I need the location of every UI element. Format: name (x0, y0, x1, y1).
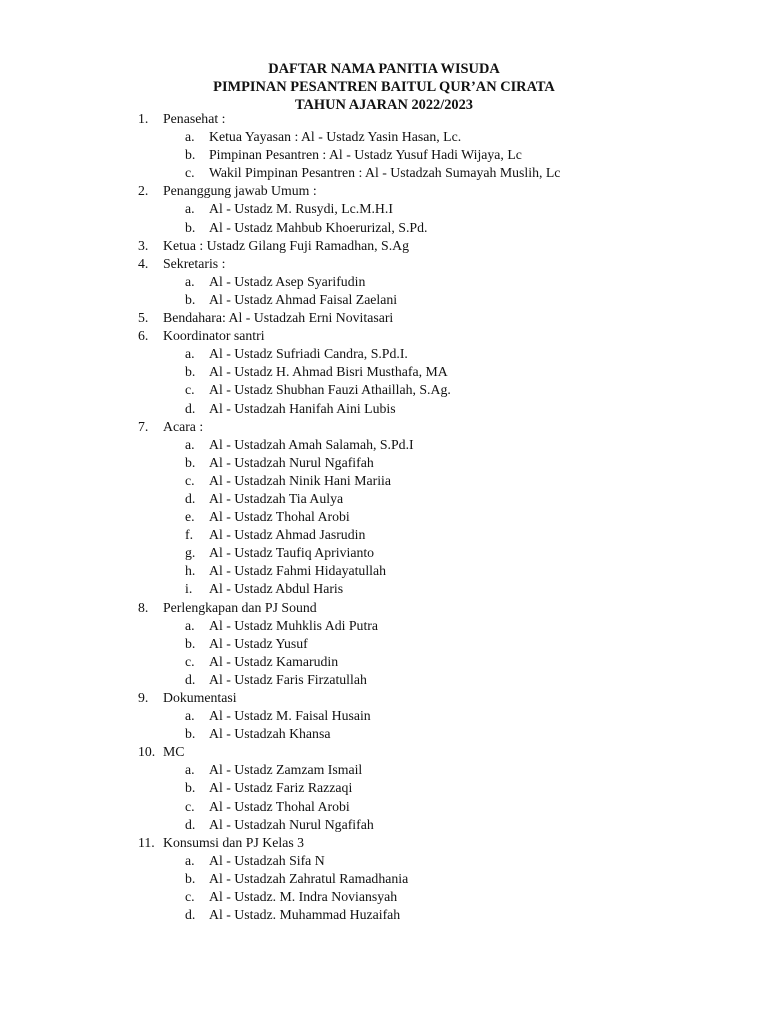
list-item (0, 870, 768, 888)
committee-list (0, 110, 768, 924)
list-item-text: Al - Ustadzah Khansa (209, 726, 331, 742)
list-item (0, 761, 768, 779)
section-number: 1. (138, 111, 149, 126)
section-heading (0, 418, 768, 436)
list-item-marker: c. (185, 472, 195, 488)
list-item-marker: b. (185, 219, 196, 235)
list-item-text: Al - Ustadzah Zahratul Ramadhania (209, 870, 409, 886)
list-item-text: Al - Ustadz Fariz Razzaqi (209, 780, 353, 796)
list-item (0, 671, 768, 689)
list-item-marker: b. (185, 870, 196, 886)
list-item-text: Al - Ustadz. M. Indra Noviansyah (209, 889, 398, 905)
section-number: 6. (138, 328, 149, 344)
list-item (0, 363, 768, 381)
section-title: Sekretaris : (163, 255, 226, 271)
list-item-text: Pimpinan Pesantren : Al - Ustadz Yusuf Hadi Wijaya, Lc (209, 147, 522, 163)
section-title: Penasehat : (163, 111, 226, 126)
list-item-text: Al - Ustadz Sufriadi Candra, S.Pd.I. (209, 346, 408, 362)
list-item-marker: c. (185, 798, 195, 814)
list-item-text: Al - Ustadzah Sifa N (209, 852, 325, 868)
list-item (0, 617, 768, 635)
list-item-marker: f. (185, 527, 194, 543)
list-item (0, 219, 768, 237)
document-header (0, 60, 768, 114)
title-line-2: PIMPINAN PESANTREN BAITUL QUR’AN CIRATA (213, 79, 555, 95)
list-item-text: Al - Ustadz Thohal Arobi (209, 798, 350, 814)
list-item-text: Al - Ustadzah Nurul Ngafifah (209, 816, 374, 832)
list-item (0, 454, 768, 472)
section-title: Acara : (163, 418, 204, 434)
section-number: 7. (138, 418, 149, 434)
list-item-text: Al - Ustadz Fahmi Hidayatullah (209, 563, 387, 579)
list-item-marker: a. (185, 201, 195, 217)
list-item-text: Al - Ustadz Ahmad Faisal Zaelani (209, 291, 398, 307)
list-item-marker: d. (185, 490, 196, 506)
list-item-marker: d. (185, 400, 196, 416)
list-item (0, 725, 768, 743)
list-item-text: Al - Ustadzah Amah Salamah, S.Pd.I (209, 436, 414, 452)
list-item-marker: b. (185, 364, 196, 380)
list-item (0, 653, 768, 671)
section-heading (0, 309, 768, 327)
section-number: 4. (138, 255, 149, 271)
list-item-text: Al - Ustadz Abdul Haris (209, 581, 344, 597)
list-item (0, 707, 768, 725)
list-item (0, 128, 768, 146)
list-item-marker: a. (185, 852, 195, 868)
section-number: 2. (138, 183, 149, 199)
list-item-marker: d. (185, 671, 196, 687)
list-item (0, 526, 768, 544)
list-item-marker: d. (185, 816, 196, 832)
list-item-text: Al - Ustadz Yusuf (209, 635, 308, 651)
list-item (0, 798, 768, 816)
list-item-text: Al - Ustadz H. Ahmad Bisri Musthafa, MA (209, 364, 448, 380)
list-item-marker: c. (185, 653, 195, 669)
list-item (0, 635, 768, 653)
list-item (0, 200, 768, 218)
section-title: Bendahara: Al - Ustadzah Erni Novitasari (163, 310, 394, 326)
list-item-text: Al - Ustadzah Tia Aulya (209, 490, 344, 506)
list-item (0, 164, 768, 182)
list-item (0, 888, 768, 906)
list-item-text: Al - Ustadz Kamarudin (209, 653, 339, 669)
section-heading (0, 599, 768, 617)
section-heading (0, 743, 768, 761)
list-item-text: Al - Ustadzah Nurul Ngafifah (209, 454, 374, 470)
section-heading (0, 327, 768, 345)
section-title: Perlengkapan dan PJ Sound (163, 599, 317, 615)
list-item (0, 816, 768, 834)
section-heading (0, 689, 768, 707)
list-item-marker: c. (185, 382, 195, 398)
section-number: 5. (138, 310, 149, 326)
list-item-text: Al - Ustadz Thohal Arobi (209, 509, 350, 525)
list-item-marker: b. (185, 726, 196, 742)
list-item-text: Al - Ustadz Mahbub Khoerurizal, S.Pd. (209, 219, 428, 235)
section-heading (0, 237, 768, 255)
title-line-3: TAHUN AJARAN 2022/2023 (294, 97, 474, 113)
list-item-marker: c. (185, 165, 195, 181)
list-item-text: Al - Ustadz Asep Syarifudin (209, 273, 366, 289)
section-title: Dokumentasi (163, 690, 237, 705)
list-item (0, 472, 768, 490)
list-item-text: Al - Ustadz Shubhan Fauzi Athaillah, S.Ag. (209, 382, 451, 398)
section-title: MC (163, 744, 185, 760)
list-item (0, 273, 768, 291)
list-item-text: Wakil Pimpinan Pesantren : Al - Ustadzah Sumayah Muslih, Lc (209, 165, 561, 181)
list-item (0, 544, 768, 562)
list-item-marker: a. (185, 436, 195, 452)
section-title: Ketua : Ustadz Gilang Fuji Ramadhan, S.Ag (163, 237, 410, 253)
section-title: Penanggung jawab Umum : (163, 183, 317, 199)
list-item-marker: a. (185, 346, 195, 362)
list-item (0, 508, 768, 526)
list-item-text: Al - Ustadzah Ninik Hani Mariia (209, 472, 391, 488)
list-item-text: Al - Ustadz. Muhammad Huzaifah (209, 907, 401, 923)
section-heading (0, 110, 768, 128)
list-item (0, 291, 768, 309)
title-line-1: DAFTAR NAMA PANITIA WISUDA (268, 61, 500, 77)
list-item-marker: e. (185, 509, 195, 525)
list-item-marker: b. (185, 635, 196, 651)
section-heading (0, 182, 768, 200)
list-item (0, 381, 768, 399)
section-number: 9. (138, 690, 149, 705)
list-item (0, 345, 768, 363)
list-item-marker: b. (185, 147, 196, 163)
list-item-text: Al - Ustadz Taufiq Aprivianto (209, 545, 375, 561)
section-title: Konsumsi dan PJ Kelas 3 (163, 834, 305, 850)
list-item-text: Al - Ustadz Ahmad Jasrudin (209, 527, 366, 543)
list-item-text: Ketua Yayasan : Al - Ustadz Yasin Hasan, Lc. (209, 129, 462, 145)
list-item-text: Al - Ustadz Muhklis Adi Putra (209, 617, 379, 633)
section-number: 3. (138, 237, 149, 253)
list-item (0, 562, 768, 580)
section-number: 11. (138, 834, 155, 850)
list-item-marker: b. (185, 454, 196, 470)
list-item-marker: a. (185, 129, 195, 145)
list-item (0, 490, 768, 508)
section-title: Koordinator santri (163, 328, 265, 344)
list-item-text: Al - Ustadz M. Faisal Husain (209, 708, 371, 724)
section-heading (0, 834, 768, 852)
list-item-text: Al - Ustadz Faris Firzatullah (209, 671, 367, 687)
list-item (0, 436, 768, 454)
section-number: 10. (138, 744, 156, 760)
list-item (0, 779, 768, 797)
list-item-marker: b. (185, 291, 196, 307)
list-item-marker: i. (185, 581, 193, 597)
list-item (0, 906, 768, 924)
list-item-marker: b. (185, 780, 196, 796)
list-item-marker: g. (185, 545, 196, 561)
list-item-text: Al - Ustadz M. Rusydi, Lc.M.H.I (209, 201, 393, 217)
list-item-text: Al - Ustadzah Hanifah Aini Lubis (209, 400, 396, 416)
list-item (0, 400, 768, 418)
list-item-marker: c. (185, 889, 195, 905)
list-item-marker: a. (185, 273, 195, 289)
list-item-marker: h. (185, 563, 196, 579)
list-item-text: Al - Ustadz Zamzam Ismail (209, 762, 363, 778)
list-item (0, 146, 768, 164)
section-number: 8. (138, 599, 149, 615)
list-item (0, 852, 768, 870)
section-heading (0, 255, 768, 273)
list-item (0, 580, 768, 598)
list-item-marker: d. (185, 907, 196, 923)
list-item-marker: a. (185, 762, 195, 778)
list-item-marker: a. (185, 617, 195, 633)
list-item-marker: a. (185, 708, 195, 724)
